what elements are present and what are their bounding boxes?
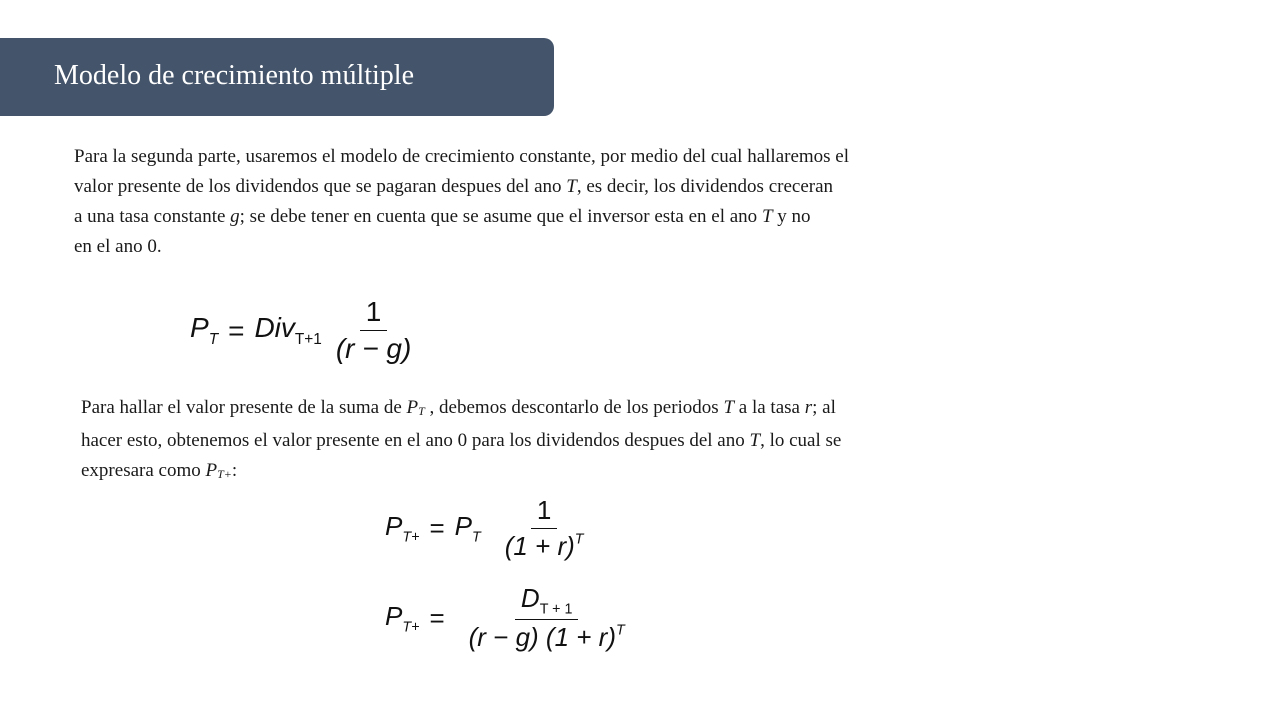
equation-dividend-term: Div$_{T+1}$ xyxy=(254,312,322,348)
equation-lhs: $P_T$ xyxy=(190,312,219,348)
paragraph-line: expresara como PT+: xyxy=(81,460,238,481)
equals-sign: = xyxy=(429,602,445,633)
equation-price-term: $P_T$ xyxy=(454,511,481,546)
paragraph-present-value xyxy=(81,393,841,489)
equation-discounted-dividend xyxy=(385,583,631,653)
fraction-numerator: 1 xyxy=(531,495,557,529)
fraction-numerator: 1 xyxy=(360,296,388,331)
slide-title: Modelo de crecimiento múltiple xyxy=(54,60,415,91)
equation-fraction xyxy=(330,296,417,365)
paragraph-line: a una tasa constante g; se debe tener en cuenta que se asume que el inversor esta en el ano T y no xyxy=(74,206,811,227)
fraction-denominator: (r − g) $(1 + r)^T$ xyxy=(468,622,625,653)
fraction-numerator: $D_{T + 1}$ xyxy=(515,583,579,620)
equals-sign: = xyxy=(429,513,445,543)
fraction-denominator: (r − g) xyxy=(335,333,412,364)
equals-sign: = xyxy=(228,314,245,346)
equation-fraction xyxy=(463,583,631,653)
equation-terminal-price xyxy=(190,296,417,365)
equation-discounted-price xyxy=(385,495,590,562)
paragraph-line: Para hallar el valor presente de la suma de PT , debemos descontarlo de los periodos T a la tasa r; al xyxy=(81,397,836,418)
paragraph-line: valor presente de los dividendos que se pagaran despues del ano T, es decir, los dividendos creceran xyxy=(74,176,834,197)
equation-lhs: $P_{T+}$ xyxy=(385,601,420,636)
equation-lhs: $P_{T+}$ xyxy=(385,511,420,546)
paragraph-line: hacer esto, obtenemos el valor presente en el ano 0 para los dividendos despues del ano T, lo cual se xyxy=(81,430,842,451)
paragraph-line: en el ano 0. xyxy=(74,236,162,257)
paragraph-line: Para la segunda parte, usaremos el modelo de crecimiento constante, por medio del cual hallaremos el xyxy=(74,146,850,167)
paragraph-constant-growth xyxy=(74,142,849,262)
fraction-denominator: $(1 + r)^T$ xyxy=(504,531,584,561)
equation-fraction xyxy=(499,495,590,562)
